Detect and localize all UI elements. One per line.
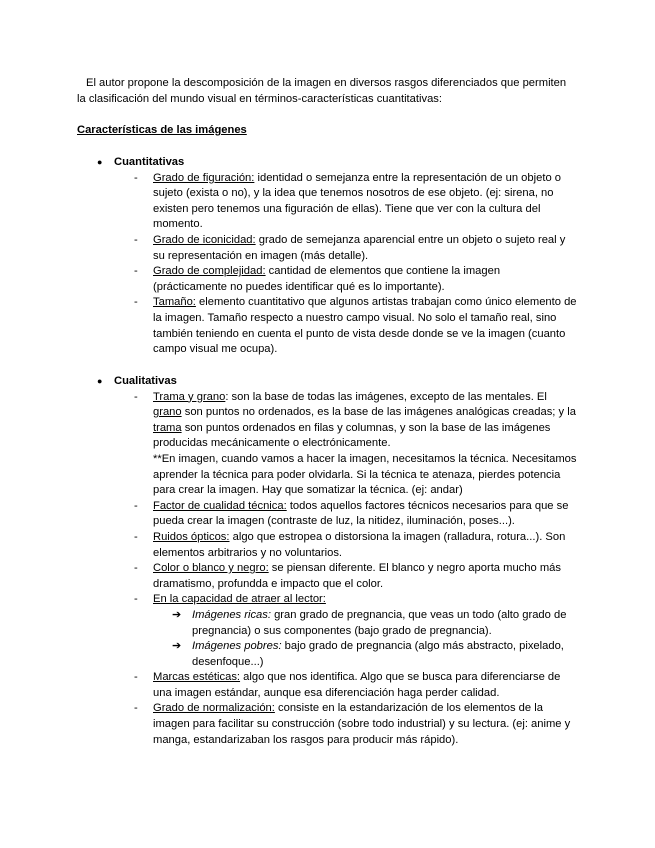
item-term: Marcas estéticas: <box>153 671 241 684</box>
technique-note: **En imagen, cuando vamos a hacer la imagen, necesitamos la técnica. Necesitamos aprender la técnica para poder olvidarla. Si la técnica te atenaza, pierdes potencia para crear la imagen. Hay que somatizar la técnica. (ej: andar) <box>153 452 577 497</box>
dash-icon: - <box>134 390 138 403</box>
item-term: Grado de complejidad: <box>153 265 266 278</box>
sub-text: bajo grado de pregnancia (algo más abstracto, pixelado, desenfoque...) <box>192 640 564 668</box>
list-item <box>77 264 577 295</box>
item-text: se piensan diferente. El blanco y negro aporta mucho más dramatismo, profundda e impacto que el color. <box>153 562 561 590</box>
section-heading: Características de las imágenes <box>77 124 247 136</box>
list-item <box>77 561 577 592</box>
list-item <box>77 295 577 357</box>
dash-icon: - <box>134 499 138 512</box>
dash-icon: - <box>134 593 138 606</box>
item-term: Grado de iconicidad: <box>153 233 256 246</box>
list-item <box>77 499 577 530</box>
list-item-capacidad <box>77 592 577 608</box>
dash-icon: - <box>134 702 138 715</box>
dash-icon: - <box>134 562 138 575</box>
arrow-right-icon: ➔ <box>172 608 182 621</box>
item-term: Color o blanco y negro: <box>153 562 269 575</box>
intro-paragraph: El autor propone la descomposición de la imagen en diversos rasgos diferenciados que permiten la clasificación del mundo visual en términos-características cuantitativas: <box>77 77 567 105</box>
item-term: Tamaño: <box>153 296 196 309</box>
sub-term: Imágenes ricas: <box>192 608 271 621</box>
bullet-cuantitativas: ● Cuantitativas <box>77 155 577 171</box>
sub-term: Imágenes pobres: <box>192 640 282 653</box>
list-item <box>77 233 577 264</box>
list-item <box>77 701 577 748</box>
dash-icon: - <box>134 671 138 684</box>
bullet-dot-icon: ● <box>97 157 103 167</box>
bullet-dot-icon: ● <box>97 376 103 386</box>
item-term: En la capacidad de atraer al lector: <box>153 593 326 606</box>
item-text: algo que estropea o distorsiona la imagen (ralladura, rotura...). Son elementos arbitrarios y no voluntarios. <box>153 530 566 559</box>
item-text: algo que nos identifica. Algo que se busca para diferenciarse de una imagen estándar, aunque esa diferenciación haga perder calidad. <box>153 671 561 699</box>
dash-icon: - <box>134 233 138 246</box>
item-text: identidad o semejanza entre la representación de un objeto o sujeto (exista o no), y la idea que tenemos nosotros de ese objeto. (ej: sirena, no existen pero tenemos una figuración de ellas). Tiene que ver con la cultura del momento. <box>153 171 561 231</box>
item-text: cantidad de elementos que contiene la imagen (prácticamente no puedes identificar qué es lo importante). <box>153 265 501 293</box>
sub-item <box>77 608 577 639</box>
item-term: Grado de normalización: <box>153 702 275 715</box>
list-item-trama: - Trama y grano: son la base de todas las imágenes, excepto de las mentales. El grano son puntos no ordenados, es la base de las imágenes analógicas creadas; y la trama son puntos ordenados en filas y columnas, y son la base de las imágenes producidas mecánicamente o electrónicamente. **En imagen, cuando vamos a hacer la imagen, necesitamos la técnica. Necesitamos aprender la técnica para poder olvidarla. Si la técnica te atenaza, pierdes potencia para crear la imagen. Hay que somatizar la técnica. (ej: andar) <box>77 390 577 499</box>
list-item <box>77 171 577 233</box>
item-term: Grado de figuración: <box>153 171 255 184</box>
item-term: Factor de cualidad técnica: <box>153 499 287 512</box>
item-text: grado de semejanza aparencial entre un objeto o sujeto real y su representación en imagen (más detalle). <box>153 233 566 262</box>
bullet-cualitativas: ● Cualitativas <box>77 374 577 390</box>
arrow-right-icon: ➔ <box>172 640 182 653</box>
item-term: Ruidos ópticos: <box>153 530 230 543</box>
dash-icon: - <box>134 171 138 184</box>
section-cuantitativas <box>77 155 577 358</box>
list-item <box>77 530 577 561</box>
item-text: elemento cuantitativo que algunos artistas trabajan como único elemento de la imagen. Tamaño respecto a nuestro campo visual. No solo el tamaño real, sino también teniendo en cuenta el punto de vista desde donde se ve la imagen (cuanto campo visual me ocupa). <box>153 296 577 356</box>
sub-text: gran grado de pregnancia, que veas un todo (alto grado de pregnancia) o sus componentes (bajo grado de pregnancia). <box>192 608 567 637</box>
dash-icon: - <box>134 530 138 543</box>
sub-item <box>77 639 577 670</box>
dash-icon: - <box>134 265 138 278</box>
item-text: consiste en la estandarización de los elementos de la imagen para facilitar su construcción (sobre todo industrial) y su lectura. (ej: anime y manga, estandarizaban los rasgos para producir más rápido). <box>153 702 571 746</box>
dash-icon: - <box>134 296 138 309</box>
section-cualitativas <box>77 374 577 748</box>
list-item <box>77 670 577 701</box>
item-text: todos aquellos factores técnicos necesarios para que se pueda crear la imagen (contraste de luz, la nitidez, iluminación, poses...). <box>153 499 569 528</box>
